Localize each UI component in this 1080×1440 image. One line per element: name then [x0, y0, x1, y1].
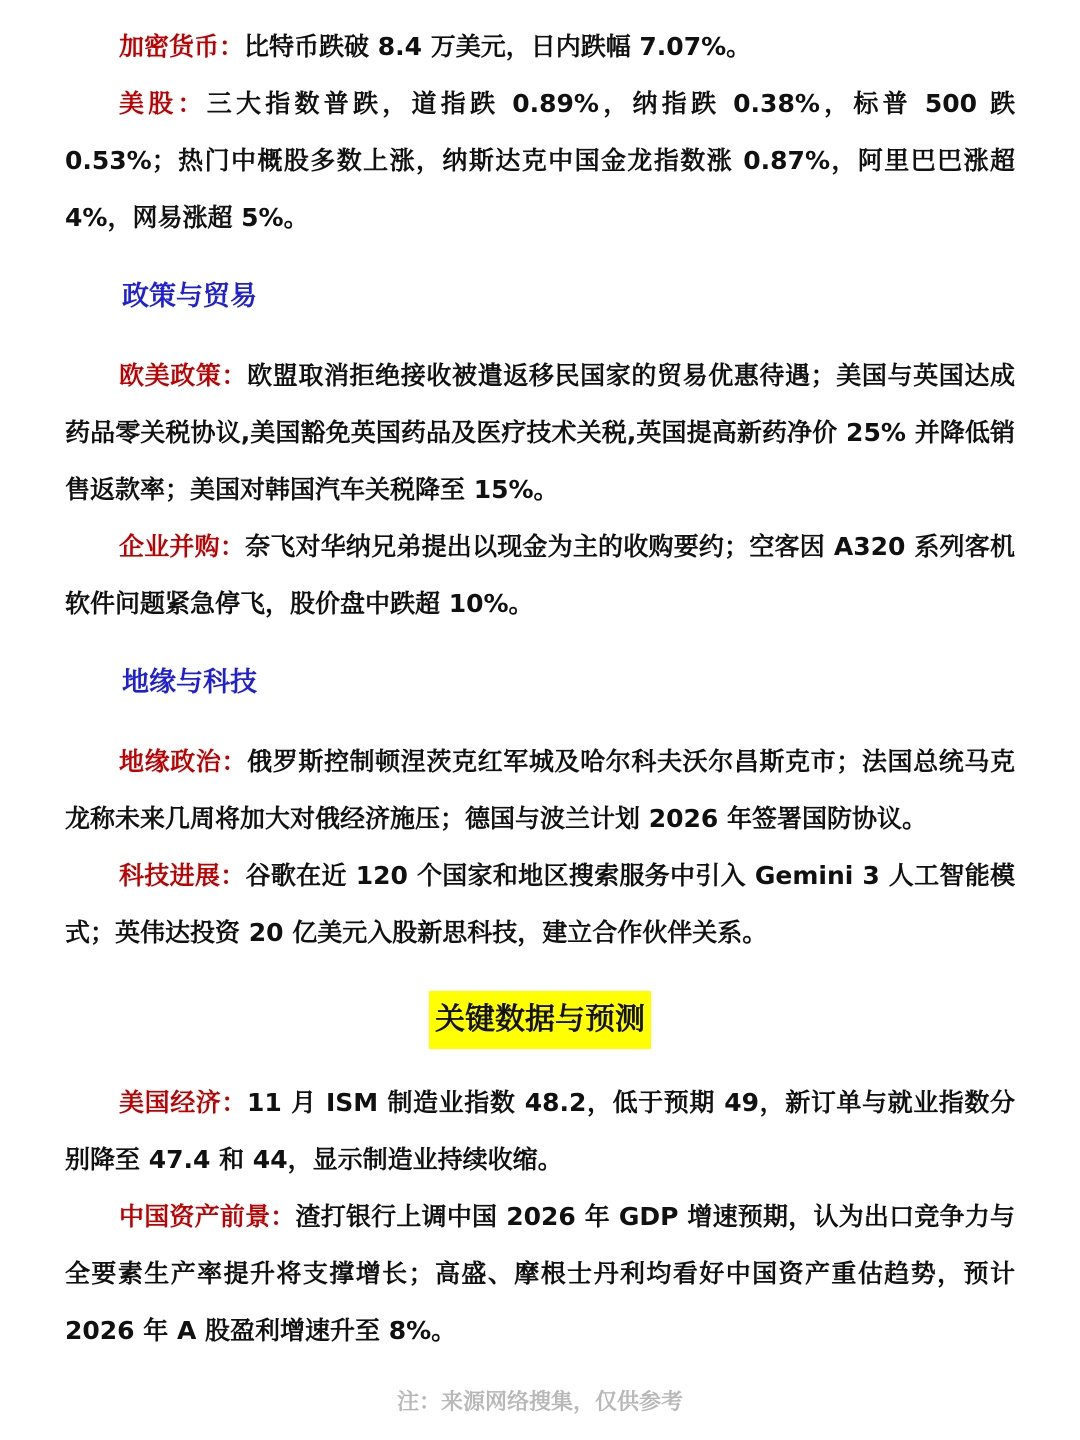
us-economy-text: 11 月 ISM 制造业指数 48.2，低于预期 49，新订单与就业指数分别降至 47.4 和 44，显示制造业持续收缩。	[65, 1088, 1015, 1174]
us-stocks-paragraph	[65, 75, 1015, 246]
us-economy-paragraph	[65, 1074, 1015, 1188]
mna-text: 奈飞对华纳兄弟提出以现金为主的收购要约；空客因 A320 系列客机软件问题紧急停飞，股价盘中跌超 10%。	[65, 532, 1015, 618]
crypto-paragraph	[65, 18, 1015, 75]
us-economy-label: 美国经济：	[119, 1088, 247, 1117]
tech-paragraph	[65, 847, 1015, 961]
tech-text: 谷歌在近 120 个国家和地区搜索服务中引入 Gemini 3 人工智能模式；英伟达投资 20 亿美元入股新思科技，建立合作伙伴关系。	[65, 861, 1015, 947]
policy-heading: 政策与贸易	[122, 281, 257, 312]
crypto-label: 加密货币：	[119, 32, 245, 61]
eu-us-policy-paragraph	[65, 347, 1015, 518]
china-outlook-text: 渣打银行上调中国 2026 年 GDP 增速预期，认为出口竞争力与全要素生产率提升将支撑增长；高盛、摩根士丹利均看好中国资产重估趋势，预计 2026 年 A 股盈利增速升至 8%。	[65, 1202, 1015, 1345]
geo-tech-heading: 地缘与科技	[122, 667, 257, 698]
mna-label: 企业并购：	[119, 532, 246, 561]
geopolitics-text: 俄罗斯控制顿涅茨克红军城及哈尔科夫沃尔昌斯克市；法国总统马克龙称未来几周将加大对俄经济施压；德国与波兰计划 2026 年签署国防协议。	[65, 747, 1015, 833]
china-outlook-label: 中国资产前景：	[119, 1202, 296, 1231]
geopolitics-paragraph	[65, 733, 1015, 847]
eu-us-policy-text: 欧盟取消拒绝接收被遣返移民国家的贸易优惠待遇；美国与英国达成药品零关税协议,美国豁免英国药品及医疗技术关税,英国提高新药净价 25% 并降低销售返款率；美国对韩国汽车关税降至 15%。	[65, 361, 1015, 504]
key-data-heading-wrap	[65, 991, 1015, 1049]
us-stocks-label: 美股：	[119, 89, 207, 118]
key-data-heading: 关键数据与预测	[429, 991, 651, 1049]
article-body	[65, 18, 1015, 1359]
us-stocks-text: 三大指数普跌，道指跌 0.89%，纳指跌 0.38%，标普 500 跌 0.53%；热门中概股多数上涨，纳斯达克中国金龙指数涨 0.87%，阿里巴巴涨超 4%，网易涨超 5%。	[65, 89, 1015, 232]
eu-us-policy-label: 欧美政策：	[119, 361, 248, 390]
mna-paragraph	[65, 518, 1015, 632]
crypto-text: 比特币跌破 8.4 万美元，日内跌幅 7.07%。	[244, 32, 752, 61]
china-outlook-paragraph	[65, 1188, 1015, 1359]
geopolitics-label: 地缘政治：	[119, 747, 248, 776]
source-footnote: 注：来源网络搜集，仅供参考	[396, 1390, 683, 1415]
tech-label: 科技进展：	[119, 861, 246, 890]
